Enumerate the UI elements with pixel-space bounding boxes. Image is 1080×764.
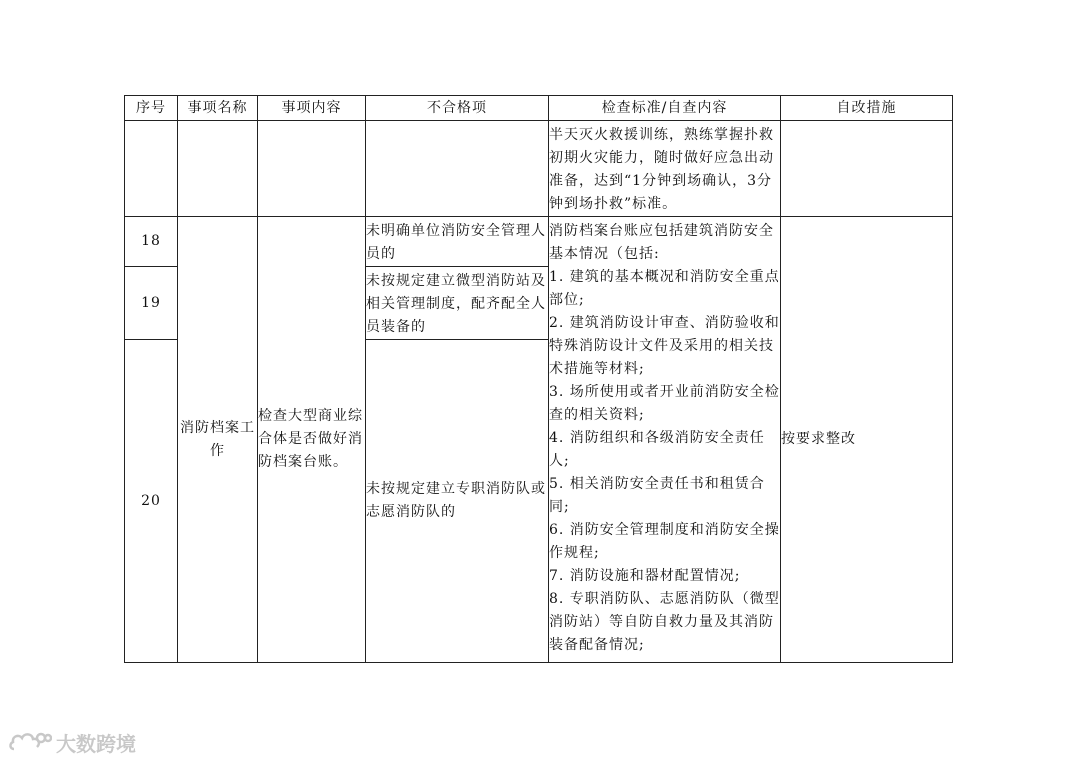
- cloud-logo-icon: [8, 729, 52, 755]
- table-row: [125, 217, 953, 267]
- standard-item: 6. 消防安全管理制度和消防安全操作规程;: [549, 522, 780, 561]
- header-serial: 序号: [125, 96, 178, 121]
- continued-standard-text: 半天灭火救援训练，熟练掌握扑救初期火灾能力，随时做好应急出动准备，达到“1分钟到场确认，3分钟到场扑救”标准。: [549, 121, 781, 217]
- item-name-cell: 消防档案工作: [178, 217, 258, 663]
- standard-item: 2. 建筑消防设计审查、消防验收和特殊消防设计文件及采用的相关技术措施等材料;: [549, 315, 780, 377]
- standard-item: 1. 建筑的基本概况和消防安全重点部位;: [549, 269, 780, 308]
- defect-cell: 未明确单位消防安全管理人员的: [366, 217, 549, 267]
- row-number: 18: [125, 217, 178, 267]
- standard-intro: 消防档案台账应包括建筑消防安全基本情况（包括:: [549, 223, 774, 262]
- table-row-continued: [125, 121, 953, 217]
- header-item-content: 事项内容: [258, 96, 366, 121]
- watermark: [8, 727, 136, 757]
- row-number: 19: [125, 267, 178, 340]
- standard-item: 8. 专职消防队、志愿消防队（微型消防站）等自防自救力量及其消防装备配备情况;: [549, 591, 780, 653]
- inspection-table: [124, 95, 953, 663]
- standard-item: 7. 消防设施和器材配置情况;: [549, 568, 741, 584]
- watermark-text: 大数跨境: [56, 731, 136, 756]
- standard-cell: [549, 217, 781, 663]
- defect-cell: 未按规定建立专职消防队或志愿消防队的: [366, 340, 549, 663]
- defect-cell: 未按规定建立微型消防站及相关管理制度，配齐配全人员装备的: [366, 267, 549, 340]
- table-header-row: [125, 96, 953, 121]
- header-standard: 检查标准/自查内容: [549, 96, 781, 121]
- standard-item: 4. 消防组织和各级消防安全责任人;: [549, 430, 765, 469]
- row-number: 20: [125, 340, 178, 663]
- standard-item: 5. 相关消防安全责任书和租赁合同;: [549, 476, 765, 515]
- measure-cell: 按要求整改: [781, 217, 953, 663]
- header-item-name: 事项名称: [178, 96, 258, 121]
- header-measure: 自改措施: [781, 96, 953, 121]
- standard-item: 3. 场所使用或者开业前消防安全检查的相关资料;: [549, 384, 780, 423]
- header-defect: 不合格项: [366, 96, 549, 121]
- item-content-cell: 检查大型商业综合体是否做好消防档案台账。: [258, 217, 366, 663]
